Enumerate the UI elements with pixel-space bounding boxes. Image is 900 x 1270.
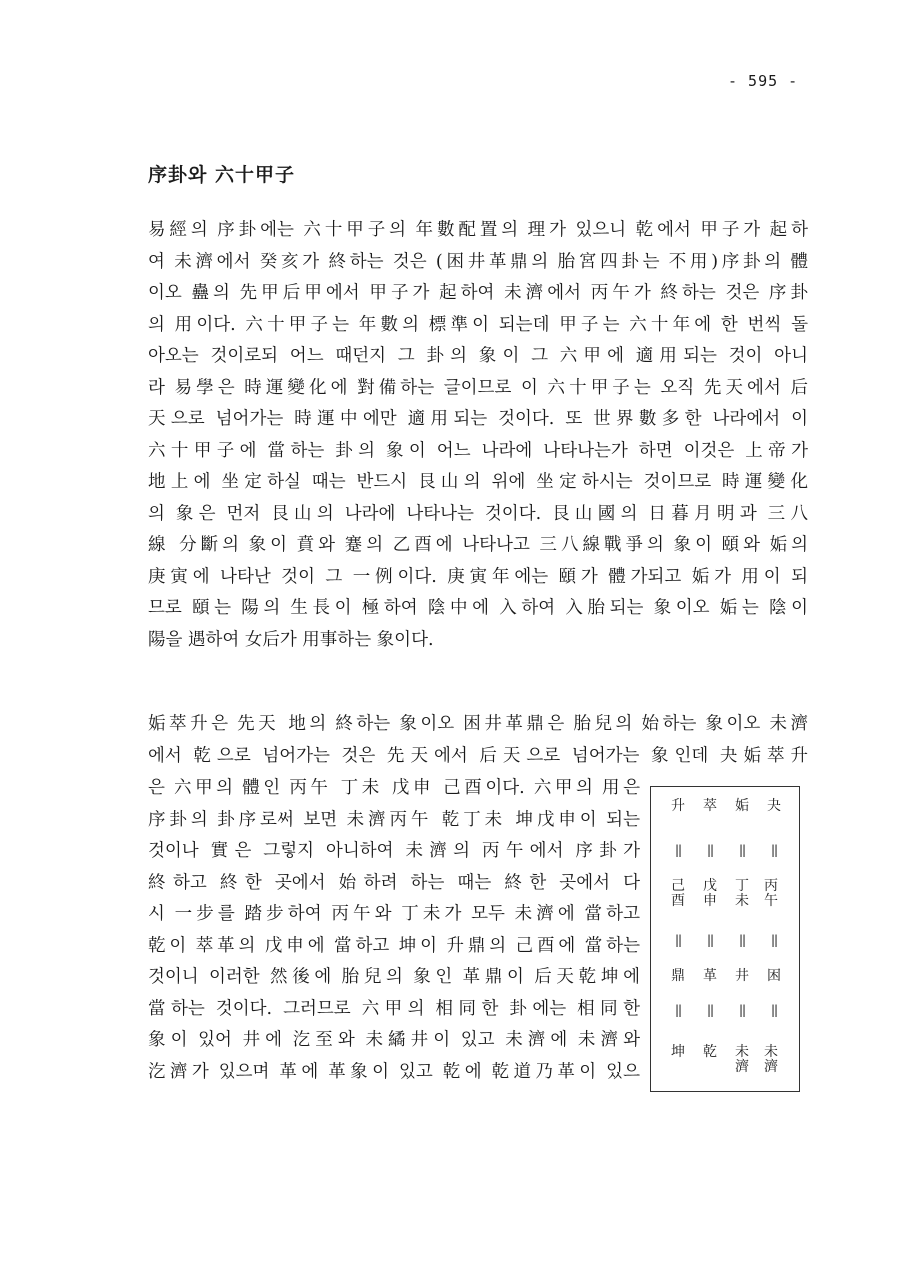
text-line: 六十甲子에 當하는 卦의 象이 어느 나라에 나타나는가 하면 이것은 上帝가 [148, 440, 808, 461]
figure-cell: 坤 [671, 1044, 685, 1060]
text-line: 여 未濟에서 癸亥가 終하는 것은 (困井革鼎의 胎宮四卦는 不用)序卦의 體 [148, 251, 808, 272]
text-line: 線 分斷의 象이 賁와 蹇의 乙酉에 나타나고 三八線戰爭의 象이 頤와 姤의 [148, 535, 808, 555]
text-line: 當하는 것이다. 그러므로 六甲의 相同한 卦에는 相同한 [148, 998, 640, 1019]
text-line: 라 易學은 時運變化에 對備하는 글이므로 이 六十甲子는 오직 先天에서 后 [148, 377, 808, 398]
figure-cell: 乾 [703, 1044, 717, 1060]
equals-mark: || [674, 933, 682, 947]
text-line: 것이나 實은 그렇지 아니하여 未濟의 丙午에서 序卦가 [148, 841, 640, 861]
figure-cell: 困 [767, 968, 781, 984]
text-line: 므로 頤는 陽의 生長이 極하여 陰中에 入하여 入胎되는 象이오 姤는 陰이 [148, 598, 808, 618]
section-title: 序卦와 六十甲子 [148, 164, 295, 186]
text-line: 姤萃升은 先天 地의 終하는 象이오 困井革鼎은 胎兒의 始하는 象이오 未濟 [148, 714, 808, 734]
paragraph-2 [148, 709, 808, 772]
figure-cell: 丁未 [735, 878, 749, 909]
equals-mark: || [674, 1003, 682, 1017]
text-line: 의 用이다. 六十甲子는 年數의 標準이 되는데 甲子는 六十年에 한 번씩 돌 [148, 314, 808, 335]
equals-row [651, 843, 801, 881]
text-line: 序卦의 卦序로써 보면 未濟丙午 乾丁未 坤戊申이 되는 [148, 809, 640, 830]
figure-cell: 鼎 [671, 968, 685, 984]
equals-mark: || [770, 843, 778, 857]
equals-mark: || [738, 1003, 746, 1017]
figure-cell: 井 [735, 968, 749, 984]
figure-cell: 升 [671, 798, 685, 814]
text-line: 것이니 이러한 然後에 胎兒의 象인 革鼎이 后天乾坤에 [148, 967, 640, 987]
text-line: 易經의 序卦에는 六十甲子의 年數配置의 理가 있으니 乾에서 甲子가 起하 [148, 220, 808, 240]
text-line: 이오 蠱의 先甲后甲에서 甲子가 起하여 未濟에서 丙午가 終하는 것은 序卦 [148, 283, 808, 303]
hexagram-correspondence-figure [650, 786, 800, 1092]
figure-cell: 革 [703, 968, 717, 984]
figure-cell: 萃 [703, 798, 717, 814]
equals-mark: || [738, 843, 746, 857]
figure-cell: 丙午 [764, 878, 778, 909]
text-line: 시 一步를 踏步하여 丙午와 丁未가 모두 未濟에 當하고 [148, 904, 640, 924]
equals-row [651, 1003, 801, 1041]
text-line: 庚寅에 나타난 것이 그 一例이다. 庚寅年에는 頤가 體가되고 姤가 用이 되 [148, 566, 808, 587]
text-line: 乾이 萃革의 戊申에 當하고 坤이 升鼎의 己酉에 當하는 [148, 935, 640, 956]
text-line: 아오는 것이로되 어느 때던지 그 卦의 象이 그 六甲에 適用되는 것이 아니 [148, 346, 808, 366]
text-line: 汔濟가 있으며 革에 革象이 있고 乾에 乾道乃革이 있으 [148, 1061, 640, 1082]
pair-row [651, 969, 801, 1007]
hexagram-row [651, 799, 801, 837]
text-line: 天으로 넘어가는 時運中에만 適用되는 것이다. 또 世界數多한 나라에서 이 [148, 409, 808, 429]
equals-mark: || [738, 933, 746, 947]
figure-cell: 未濟 [735, 1044, 749, 1075]
text-line: 終하고 終한 곳에서 始하려 하는 때는 終한 곳에서 다 [148, 872, 640, 893]
ganzhi-row [651, 879, 801, 917]
equals-mark: || [706, 843, 714, 857]
figure-cell: 己酉 [671, 878, 685, 909]
equals-mark: || [674, 843, 682, 857]
figure-cell: 未濟 [764, 1044, 778, 1075]
figure-cell: 夬 [767, 798, 781, 814]
final-row [651, 1045, 801, 1083]
equals-row [651, 933, 801, 971]
figure-cell: 姤 [735, 798, 749, 814]
paragraph-3 [148, 773, 640, 1088]
page-number: - 595 - [728, 72, 799, 90]
equals-mark: || [770, 1003, 778, 1017]
text-line: 象이 있어 井에 汔至와 未繘井이 있고 未濟에 未濟와 [148, 1030, 640, 1050]
figure-cell: 戊申 [703, 878, 717, 909]
text-line: 은 六甲의 體인 丙午 丁未 戊申 己酉이다. 六甲의 用은 [148, 778, 640, 798]
text-line: 地上에 坐定하실 때는 반드시 艮山의 위에 坐定하시는 것이므로 時運變化 [148, 472, 808, 492]
equals-mark: || [706, 933, 714, 947]
paragraph-1 [148, 215, 808, 656]
text-line: 陽을 遇하여 女后가 用事하는 象이다. [148, 629, 434, 650]
equals-mark: || [706, 1003, 714, 1017]
equals-mark: || [770, 933, 778, 947]
text-line: 에서 乾으로 넘어가는 것은 先天에서 后天으로 넘어가는 象인데 夬姤萃升 [148, 745, 808, 766]
text-line: 의 象은 먼저 艮山의 나라에 나타나는 것이다. 艮山國의 日暮月明과 三八 [148, 503, 808, 524]
